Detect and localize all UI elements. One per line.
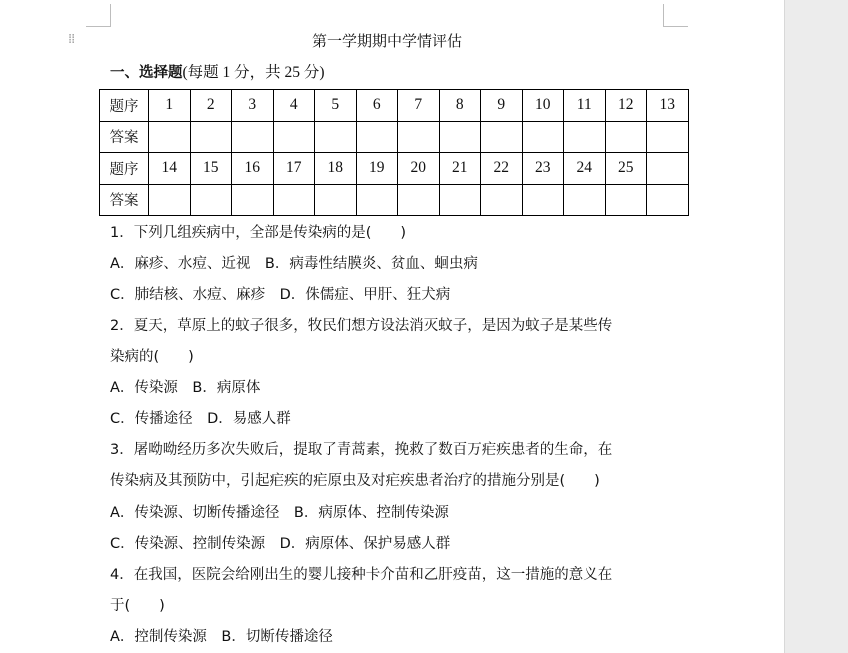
question-1-options-cd: C．肺结核、水痘、麻疹 D．侏儒症、甲肝、狂犬病	[110, 287, 451, 303]
table-cell-number: 15	[190, 153, 232, 185]
answer-cell[interactable]	[190, 121, 232, 153]
table-cell-number: 3	[232, 90, 274, 122]
answer-cell[interactable]	[439, 184, 481, 216]
window-side-gutter	[784, 0, 848, 653]
answer-cell[interactable]	[564, 184, 606, 216]
table-cell-number: 19	[356, 153, 398, 185]
question-2-options-ab: A．传染源 B．病原体	[110, 380, 261, 396]
answer-cell[interactable]	[356, 121, 398, 153]
table-cell-number: 1	[149, 90, 191, 122]
table-cell-number	[647, 153, 689, 185]
section-heading	[110, 63, 325, 83]
table-cell-number: 18	[315, 153, 357, 185]
table-cell-number: 6	[356, 90, 398, 122]
table-cell-number: 9	[481, 90, 523, 122]
table-cell-number: 23	[522, 153, 564, 185]
table-cell-number: 8	[439, 90, 481, 122]
table-cell-number: 25	[605, 153, 647, 185]
answer-cell[interactable]	[605, 121, 647, 153]
question-4-options-ab: A．控制传染源 B．切断传播途径	[110, 629, 333, 645]
table-cell-number: 16	[232, 153, 274, 185]
table-cell-number: 12	[605, 90, 647, 122]
table-cell-number: 2	[190, 90, 232, 122]
table-cell-number: 13	[647, 90, 689, 122]
section-heading-note: (每题 1 分，共 25 分)	[182, 64, 325, 81]
table-cell-number: 22	[481, 153, 523, 185]
table-cell-number: 7	[398, 90, 440, 122]
table-cell-number: 17	[273, 153, 315, 185]
answer-cell[interactable]	[273, 121, 315, 153]
answer-cell[interactable]	[273, 184, 315, 216]
table-cell-number: 20	[398, 153, 440, 185]
answer-cell[interactable]	[232, 121, 274, 153]
question-4-stem-line-2: 于( )	[110, 598, 165, 614]
page-corner-mark-top-left	[86, 4, 111, 27]
row-label-answer: 答案	[100, 184, 149, 216]
table-row-answers-2	[100, 184, 689, 216]
table-cell-number: 11	[564, 90, 606, 122]
question-4-stem-line-1: 4．在我国，医院会给刚出生的婴儿接种卡介苗和乙肝疫苗，这一措施的意义在	[110, 567, 613, 583]
answer-cell[interactable]	[149, 121, 191, 153]
answer-cell[interactable]	[564, 121, 606, 153]
row-label-number: 题序	[100, 153, 149, 185]
question-1-stem: 1．下列几组疾病中，全部是传染病的是( )	[110, 225, 407, 241]
drag-handle-icon[interactable]: ⁞⁞	[68, 32, 75, 47]
answer-cell[interactable]	[481, 121, 523, 153]
table-cell-number: 24	[564, 153, 606, 185]
table-cell-number: 4	[273, 90, 315, 122]
answer-cell[interactable]	[439, 121, 481, 153]
question-3-options-cd: C．传染源、控制传染源 D．病原体、保护易感人群	[110, 536, 451, 552]
page-corner-mark-top-right	[663, 4, 688, 27]
table-cell-number: 5	[315, 90, 357, 122]
answer-cell[interactable]	[149, 184, 191, 216]
question-2-stem-line-1: 2．夏天，草原上的蚊子很多，牧民们想方设法消灭蚊子，是因为蚊子是某些传	[110, 318, 613, 334]
document-title: 第一学期期中学情评估	[311, 32, 462, 50]
table-cell-number: 21	[439, 153, 481, 185]
table-row-answers-1	[100, 121, 689, 153]
table-row-numbers-1	[100, 90, 689, 122]
answer-cell[interactable]	[605, 184, 647, 216]
answer-cell[interactable]	[356, 184, 398, 216]
answer-table	[99, 89, 689, 216]
answer-cell[interactable]	[398, 121, 440, 153]
section-heading-label: 一、选择题	[110, 65, 183, 81]
answer-cell[interactable]	[647, 121, 689, 153]
answer-cell[interactable]	[398, 184, 440, 216]
question-1-options-ab: A．麻疹、水痘、近视 B．病毒性结膜炎、贫血、蛔虫病	[110, 256, 478, 272]
table-cell-number: 14	[149, 153, 191, 185]
answer-cell[interactable]	[315, 121, 357, 153]
row-label-number: 题序	[100, 90, 149, 122]
question-2-stem-line-2: 染病的( )	[110, 349, 194, 365]
answer-cell[interactable]	[190, 184, 232, 216]
table-cell-number: 10	[522, 90, 564, 122]
answer-cell[interactable]	[647, 184, 689, 216]
row-label-answer: 答案	[100, 121, 149, 153]
question-2-options-cd: C．传播途径 D．易感人群	[110, 411, 291, 427]
question-3-options-ab: A．传染源、切断传播途径 B．病原体、控制传染源	[110, 505, 449, 521]
question-3-stem-line-1: 3．屠呦呦经历多次失败后，提取了青蒿素，挽救了数百万疟疾患者的生命，在	[110, 442, 613, 458]
answer-cell[interactable]	[481, 184, 523, 216]
answer-cell[interactable]	[232, 184, 274, 216]
answer-cell[interactable]	[522, 184, 564, 216]
question-3-stem-line-2: 传染病及其预防中，引起疟疾的疟原虫及对疟疾患者治疗的措施分别是( )	[110, 473, 600, 489]
table-row-numbers-2	[100, 153, 689, 185]
answer-cell[interactable]	[522, 121, 564, 153]
answer-cell[interactable]	[315, 184, 357, 216]
